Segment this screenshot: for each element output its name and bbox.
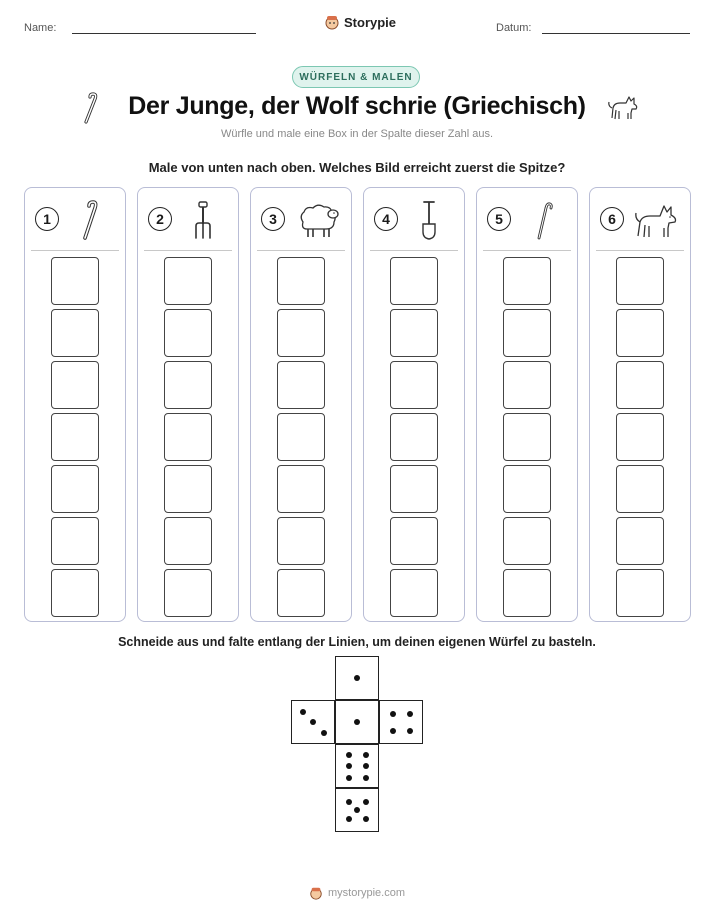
dice-face-3 [291, 700, 335, 744]
color-box[interactable] [616, 569, 664, 617]
color-box[interactable] [390, 413, 438, 461]
column-6 [589, 187, 691, 622]
brand-logo [324, 14, 396, 30]
color-box[interactable] [616, 465, 664, 513]
dice-pip [363, 775, 369, 781]
dice-pip [407, 711, 413, 717]
sheep-icon [293, 200, 343, 240]
color-box[interactable] [51, 517, 99, 565]
color-box[interactable] [390, 569, 438, 617]
dice-face-1 [335, 656, 379, 700]
color-box[interactable] [51, 569, 99, 617]
color-box[interactable] [51, 465, 99, 513]
color-box[interactable] [51, 309, 99, 357]
color-box[interactable] [616, 257, 664, 305]
date-label: Datum: [496, 22, 532, 34]
color-box[interactable] [164, 361, 212, 409]
page-subtitle: Würfle und male eine Box in der Spalte dieser Zahl aus. [220, 128, 494, 140]
dice-pip [354, 719, 360, 725]
footer [0, 886, 714, 900]
color-box[interactable] [503, 413, 551, 461]
color-box[interactable] [616, 413, 664, 461]
dice-pip [354, 807, 360, 813]
dice-pip [346, 752, 352, 758]
dice-pip [310, 719, 316, 725]
color-box[interactable] [164, 257, 212, 305]
column-1 [24, 187, 126, 622]
color-box[interactable] [503, 257, 551, 305]
brand-name: Storypie [344, 14, 397, 30]
color-box[interactable] [277, 361, 325, 409]
dice-pip [363, 752, 369, 758]
color-box[interactable] [51, 257, 99, 305]
color-box[interactable] [277, 257, 325, 305]
color-box[interactable] [503, 569, 551, 617]
color-box[interactable] [616, 361, 664, 409]
dice-face-4 [379, 700, 423, 744]
pie-mascot-icon [309, 886, 323, 900]
color-box[interactable] [503, 517, 551, 565]
dice-face-1 [335, 700, 379, 744]
color-box[interactable] [503, 465, 551, 513]
footer-url: mystorypie.com [327, 887, 406, 899]
color-box[interactable] [390, 257, 438, 305]
color-box[interactable] [616, 517, 664, 565]
dice-pip [390, 711, 396, 717]
dice-pip [346, 816, 352, 822]
dice-pip [363, 816, 369, 822]
header [0, 14, 714, 42]
dice-pip [363, 763, 369, 769]
color-box[interactable] [51, 361, 99, 409]
activity-badge: WÜRFELN & MALEN [292, 66, 420, 88]
color-box[interactable] [277, 309, 325, 357]
dice-pip [321, 730, 327, 736]
column-number: 3 [261, 207, 285, 231]
color-box[interactable] [390, 361, 438, 409]
color-box[interactable] [164, 309, 212, 357]
wolf-icon [606, 92, 640, 124]
dice-pip [346, 799, 352, 805]
column-5 [476, 187, 578, 622]
color-box[interactable] [503, 309, 551, 357]
dice-columns [24, 187, 690, 624]
color-box[interactable] [390, 517, 438, 565]
dice-pip [346, 775, 352, 781]
color-box[interactable] [277, 569, 325, 617]
dice-pip [354, 675, 360, 681]
color-box[interactable] [164, 413, 212, 461]
dice-pip [363, 799, 369, 805]
column-number: 4 [374, 207, 398, 231]
column-number: 6 [600, 207, 624, 231]
color-box[interactable] [616, 309, 664, 357]
color-box[interactable] [277, 413, 325, 461]
dice-face-6 [335, 744, 379, 788]
dice-pip [407, 728, 413, 734]
color-box[interactable] [164, 517, 212, 565]
game-instruction: Male von unten nach oben. Welches Bild erreicht zuerst die Spitze? [148, 160, 566, 175]
staff-icon [519, 200, 569, 240]
cane-icon [67, 200, 117, 240]
dice-face-5 [335, 788, 379, 832]
pitchfork-icon [180, 200, 230, 240]
color-box[interactable] [164, 569, 212, 617]
name-line [72, 33, 256, 34]
color-box[interactable] [277, 517, 325, 565]
color-box[interactable] [51, 413, 99, 461]
dice-pip [300, 709, 306, 715]
column-number: 5 [487, 207, 511, 231]
column-2 [137, 187, 239, 622]
name-label: Name: [24, 22, 57, 34]
cut-instruction: Schneide aus und falte entlang der Linien, um deinen eigenen Würfel zu basteln. [118, 635, 596, 649]
date-line [542, 33, 690, 34]
column-4 [363, 187, 465, 622]
color-box[interactable] [164, 465, 212, 513]
page-title: Der Junge, der Wolf schrie (Griechisch) [128, 92, 586, 120]
color-box[interactable] [277, 465, 325, 513]
color-box[interactable] [390, 309, 438, 357]
shovel-icon [406, 200, 456, 240]
dice-pip [390, 728, 396, 734]
column-3 [250, 187, 352, 622]
color-box[interactable] [390, 465, 438, 513]
color-box[interactable] [503, 361, 551, 409]
pie-mascot-icon [324, 14, 340, 30]
dice-pip [346, 763, 352, 769]
wolf-icon [632, 200, 682, 240]
column-number: 2 [148, 207, 172, 231]
column-number: 1 [35, 207, 59, 231]
